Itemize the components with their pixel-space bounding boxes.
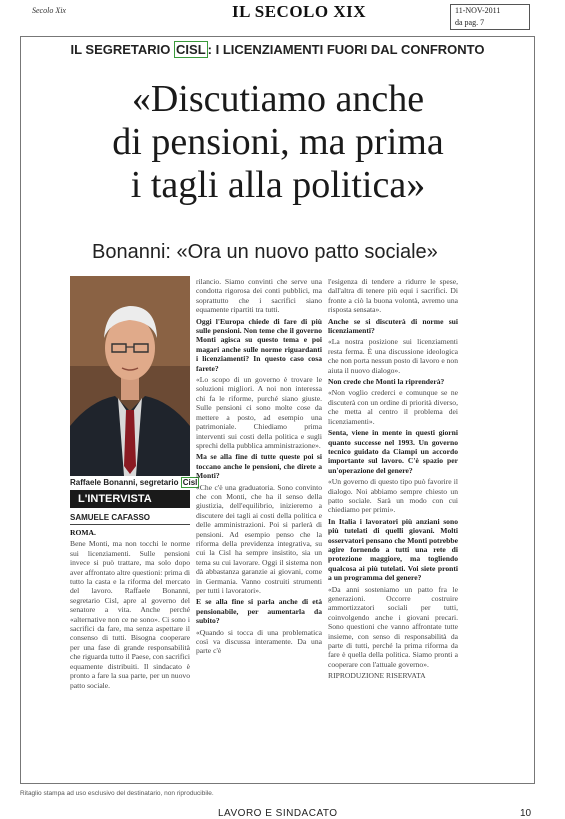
interview-question: Oggi l'Europa chiede di fare di più sulle pensioni. Non teme che il governo Monti agisca su questo tema e poi magari anche sulle norme riguardanti i licenziamenti? In questo caso cosa farete?: [196, 316, 322, 373]
kicker-highlight: CISL: [176, 42, 206, 57]
article-paragraph: «Lo scopo di un governo è trovare le soluzioni migliori. A noi non interessa chi fa le riforme, purché siano giuste. Sulle pensioni ci sono molte cose da mettere a posto, ad esempio una patrimoniale. Chiediamo prima interventi sui costi della politica e sugli sprechi della pubblica amministrazione».: [196, 375, 322, 450]
article-paragraph: RIPRODUZIONE RISERVATA: [328, 671, 426, 681]
article-column-2: [196, 277, 322, 777]
portrait-illustration: [70, 276, 190, 476]
article-column-1: [70, 528, 190, 776]
interview-question: E se alla fine si parla anche di età pensionabile, per aumentarla da subito?: [196, 597, 322, 626]
article-paragraph: «Non voglio crederci e comunque se ne discuterà con un ordine di priorità diverso, che metta al centro il problema dei licenziamenti».: [328, 388, 458, 426]
article-paragraph: «Un governo di questo tipo può favorire il dialogo. Noi abbiamo sempre chiesto un patto sociale. Sarà un modo con cui chiediamo per primi».: [328, 477, 458, 515]
masthead-logo: Secolo Xix: [32, 6, 66, 15]
headline: [28, 78, 528, 207]
article-paragraph: «Che c'è una graduatoria. Sono convinto che con Monti, che ha il senso della giustizia, dell'equilibrio, inizieremo a discutere dei tagli ai costi della politica e delle amministrazioni. Poi si parlerà di pensioni. Ad esempio penso che la riforma della previdenza integrativa, su cui la Cisl ha sempre insistito, sia un tema su cui lavorare. Oggi il sistema non dà abbastanza garanzie ai giovani, come in Germania. Vanno costruiti strumenti per tutti i lavoratori».: [196, 482, 322, 595]
article-column-3: [328, 277, 458, 777]
article-paragraph: l'esigenza di tendere a ridurre le spese, dall'altra di tenere più equi i sacrifici. Di fronte a ciò la buona volontà, avremo una risposta sensata».: [328, 277, 458, 315]
photo-caption: [70, 478, 198, 487]
interview-question: In Italia i lavoratori più anziani sono più tutelati di quelli giovani. Molti osservatori pensano che Monti potrebbe agire fornendo a tutti una rete di protezione maggiore, ma togliendo qualcosa ai più tutelati. Voi siete pronti a un programma del genere?: [328, 516, 458, 583]
portrait-photo: [70, 276, 190, 476]
page-reference: da pag. 7: [455, 18, 485, 27]
section-label: LAVORO E SINDACATO: [218, 808, 338, 819]
disclaimer: Ritaglio stampa ad uso esclusivo del destinatario, non riproducibile.: [20, 790, 214, 797]
headline-line: «Discutiamo anche: [131, 78, 425, 120]
headline-line: i tagli alla politica»: [130, 164, 426, 206]
byline-rule: [70, 524, 190, 525]
section-banner: L'INTERVISTA: [70, 490, 190, 508]
interview-question: Ma se alla fine di tutte queste poi si toccano anche le pensioni, che direte a Monti?: [196, 452, 322, 481]
headline-line: di pensioni, ma prima: [112, 121, 444, 163]
article-paragraph: «La nostra posizione sui licenziamenti resta ferma. È una discussione ideologica che non porta nessun posto di lavoro e non aiuta il nuovo dialogo».: [328, 337, 458, 375]
kicker-pre: IL SEGRETARIO: [70, 42, 171, 57]
interview-question: Senta, viene in mente in questi giorni quanto successe nel 1993. Un governo tecnico guidato da Ciampi un accordo importante sul lavoro. C'è spazio per un'operazione del genere?: [328, 428, 458, 475]
page-number: 10: [520, 808, 532, 819]
kicker: [20, 42, 535, 57]
article-paragraph: «Da anni sosteniamo un patto fra le generazioni. Occorre costruire ammortizzatori sociali per tutti, coinvolgendo anche i giovani precari. Sono questioni che vanno affrontate tutte insieme, con senso di responsabilità da parte di tutti, perché la prima riforma da fare è quella della politica. Siamo pronti a cooperare con l'attuale governo».: [328, 584, 458, 669]
caption-text: Raffaele Bonanni, segretario: [70, 478, 179, 487]
article-paragraph: rilancio. Siamo convinti che serve una condotta rigorosa dei conti pubblici, ma soprattutto che i sacrifici siano equamente ripartiti tra tutti.: [196, 277, 322, 315]
kicker-post: : I LICENZIAMENTI FUORI DAL CONFRONTO: [207, 42, 485, 57]
caption-highlight: Cisl: [182, 478, 198, 487]
dateline: ROMA.: [70, 528, 96, 537]
interview-question: Anche se si discuterà di norme sui licenziamenti?: [328, 316, 458, 336]
article-paragraph: «Quando si tocca di una problematica così va discussa interamente. Da una parte c'è: [196, 627, 322, 656]
byline: SAMUELE CAFASSO: [70, 513, 151, 522]
subheadline: Bonanni: «Ora un nuovo patto sociale»: [92, 241, 438, 263]
article-paragraph: Bene Monti, ma non tocchi le norme sui licenziamenti. Sulle pensioni invece si può trattare, ma solo dopo aver affrontato altre questioni: prima di tutto la casta e la riforma del mercato del lavoro. Raffaele Bonanni, segretario Cisl, apre al governo del senatore a vita. Anche perché «alternative non ce ne sono». Ci sono i sacrifici da fare, ma senza aspettare il consenso di tutti. Bisogna cooperare per una fase di grande responsabilità che riguarda tutto il Paese, con sacrifici equamente distribuiti. Il sindacato è pronto a fare la sua parte, per un nuovo patto sociale.: [70, 539, 190, 690]
interview-question: Non crede che Monti la riprenderà?: [328, 377, 445, 387]
date: 11-NOV-2011: [455, 6, 501, 15]
masthead-title: IL SECOLO XIX: [232, 2, 367, 21]
date-box: [450, 4, 530, 30]
